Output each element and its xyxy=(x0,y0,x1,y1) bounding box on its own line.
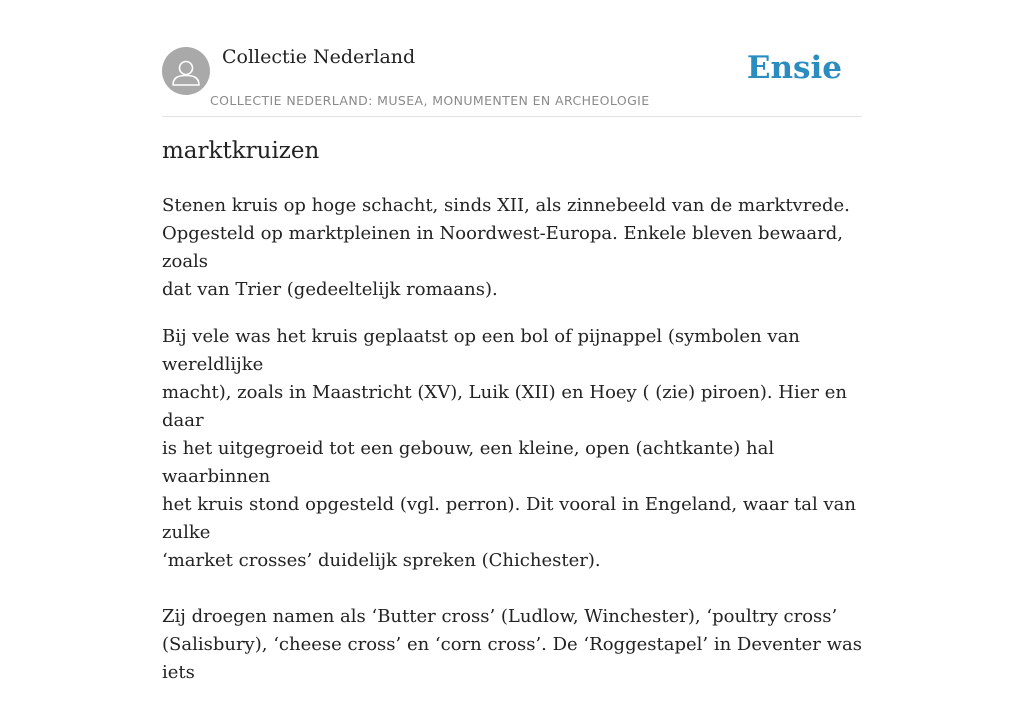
page-title: marktkruizen xyxy=(162,138,320,164)
article-paragraph: Stenen kruis op hoge schacht, sinds XII, als zinnebeeld van de marktvrede. Opgesteld op marktpleinen in Noordwest-Europa. Enkele bleven bewaard, zoals dat van Trier (gedeeltelijk romaans). xyxy=(162,195,850,300)
brand-logo[interactable]: Ensie xyxy=(746,50,842,86)
source-name[interactable]: COLLECTIE NEDERLAND: MUSEA, MONUMENTEN EN ARCHEOLOGIE xyxy=(210,93,650,108)
author-name[interactable]: Collectie Nederland xyxy=(222,46,416,68)
avatar[interactable] xyxy=(162,47,210,95)
header xyxy=(162,40,862,117)
article-body xyxy=(162,192,867,706)
user-silhouette-icon xyxy=(162,47,210,95)
article-paragraph: Bij vele was het kruis geplaatst op een bol of pijnappel (symbolen van wereldlijke macht), zoals in Maastricht (XV), Luik (XII) en Hoey ( (zie) piroen). Hier en daar is het uitgegroeid tot een gebouw, een kleine, open (achtkante) hal waarbinnen het kruis stond opgesteld (vgl. perron). Dit vooral in Engeland, waar tal van zulke ‘market crosses’ duidelijk spreken (Chichester). Zij droegen namen als ‘Butter cross’ (Ludlow, Winchester), ‘poultry cross’ (Salisbury), ‘cheese cross’ en ‘corn cross’. De ‘Roggestapel’ in Deventer was iets xyxy=(162,326,862,683)
